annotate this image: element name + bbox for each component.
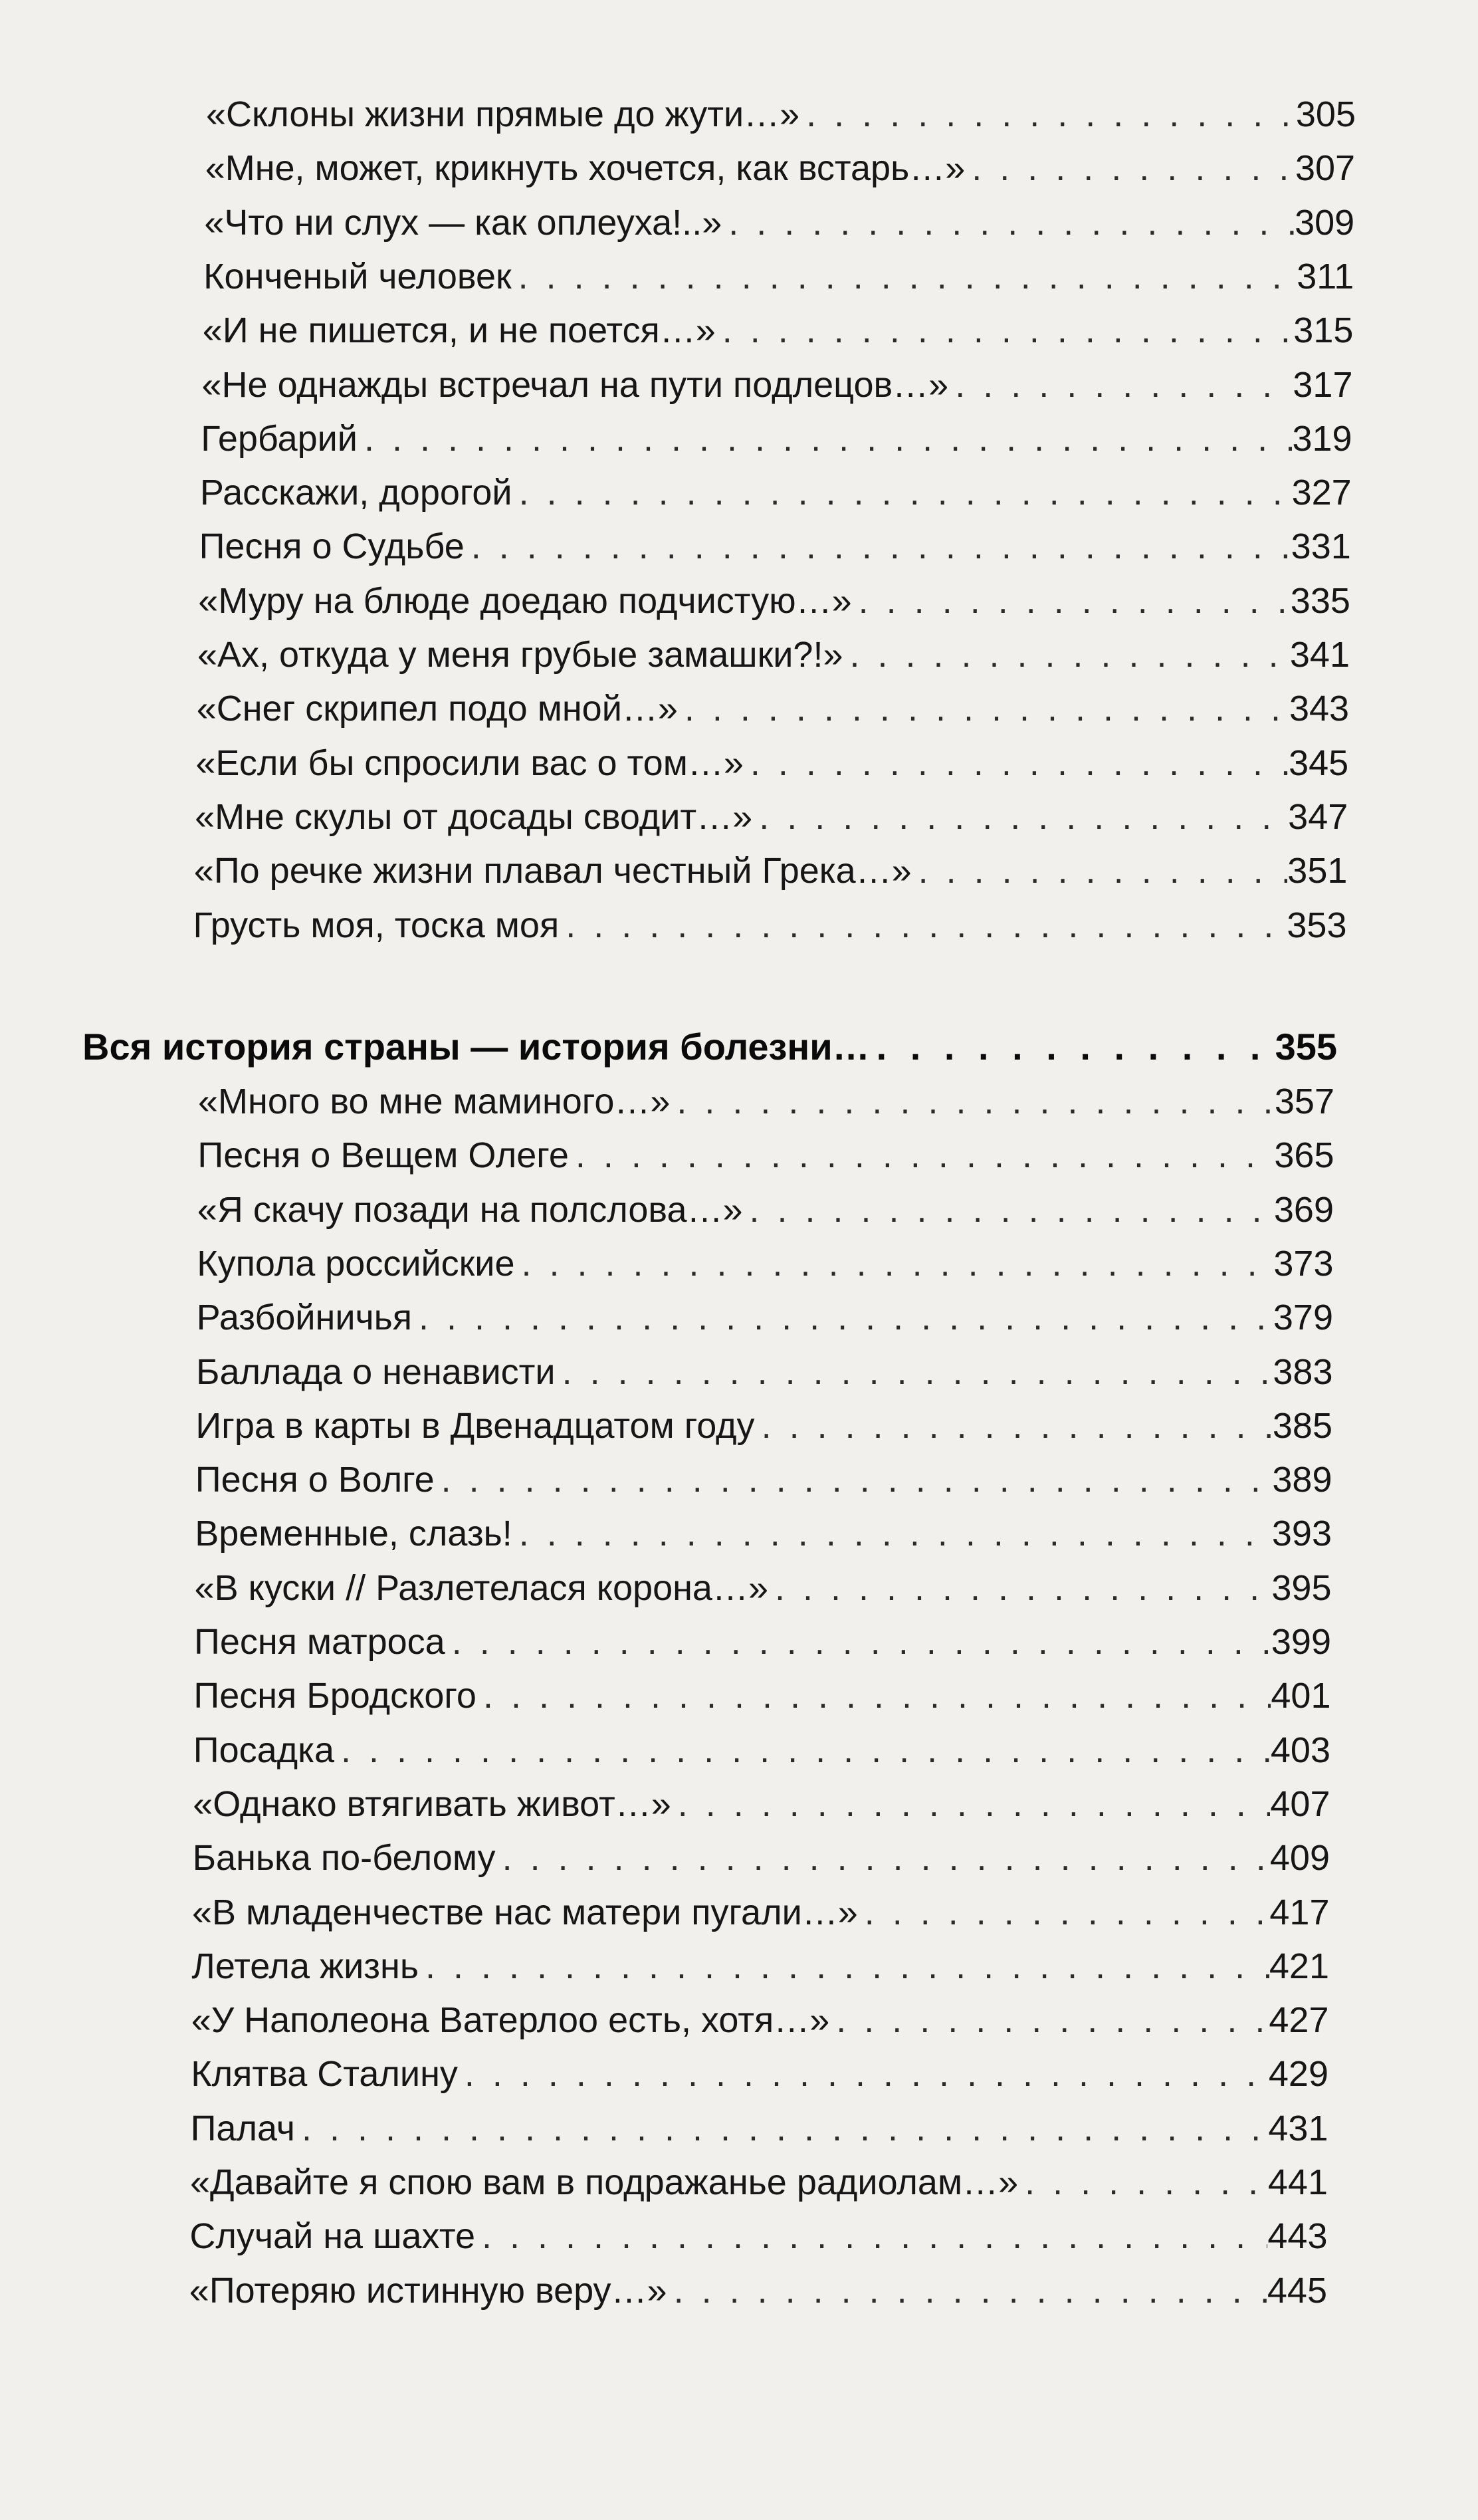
toc-entry-page-number: 421	[1269, 1946, 1329, 1986]
toc-entry	[192, 1886, 1330, 1939]
dot-leader	[512, 466, 1292, 519]
toc-entry-page-number: 383	[1273, 1351, 1333, 1392]
toc-entry-page-number: 443	[1267, 2216, 1328, 2257]
toc-entry	[197, 1183, 1334, 1236]
toc-entry-title: «И не пишется, и не поется…»	[202, 310, 716, 351]
toc-entry-page-number: 315	[1293, 310, 1354, 351]
toc-entry-page-number: 357	[1274, 1082, 1334, 1121]
toc-entry	[201, 412, 1352, 465]
toc-entry-title: Песня Бродского	[193, 1676, 476, 1716]
toc-entry-page-number: 403	[1270, 1730, 1330, 1770]
toc-entry-page-number: 307	[1295, 148, 1356, 189]
toc-entry	[196, 1345, 1333, 1399]
toc-entry-page-number: 441	[1267, 2162, 1328, 2202]
toc-entry-page-number: 395	[1271, 1567, 1332, 1608]
dot-leader	[569, 1129, 1275, 1182]
toc-entry	[197, 1129, 1334, 1182]
toc-entry	[195, 1399, 1332, 1452]
toc-entry-page-number: 331	[1291, 526, 1351, 567]
dot-leader	[556, 1345, 1273, 1399]
toc-entry-title: «Я скачу позади на полслова…»	[197, 1189, 743, 1230]
toc-entry-title: «Что ни слух — как оплеуха!..»	[204, 202, 722, 243]
toc-entry-page-number: 327	[1291, 473, 1352, 513]
toc-entry	[189, 2210, 1327, 2263]
toc-entry-page-number: 341	[1289, 635, 1350, 675]
dot-leader	[667, 2264, 1267, 2317]
toc-entry-title: «У Наполеона Ватерлоо есть, хотя…»	[191, 2000, 830, 2041]
dot-leader	[744, 737, 1289, 790]
toc-entry-page-number: 409	[1269, 1838, 1330, 1879]
toc-entry-page-number: 389	[1272, 1460, 1332, 1500]
toc-entry-title: Разбойничья	[196, 1298, 413, 1338]
toc-entry-title: «Если бы спросили вас о том…»	[195, 743, 744, 783]
toc-entry-page-number: 355	[1275, 1026, 1337, 1068]
toc-entry	[197, 682, 1349, 735]
toc-entry-page-number: 347	[1288, 796, 1348, 837]
toc-entry	[204, 196, 1354, 249]
dot-leader	[755, 1399, 1273, 1452]
toc-entry-title: Гербарий	[201, 418, 358, 459]
toc-entry	[203, 304, 1354, 357]
toc-entry	[190, 2156, 1328, 2209]
toc-entry	[195, 737, 1348, 790]
dot-leader	[358, 412, 1293, 465]
toc-entry	[193, 899, 1347, 952]
toc-entry-title: «Снег скрипел подо мной…»	[196, 689, 678, 729]
toc-entry-title: Временные, слазь!	[195, 1514, 512, 1554]
dot-leader	[843, 628, 1289, 681]
toc-entry	[191, 1994, 1329, 2047]
toc-entry-title: Грусть моя, тоска моя	[193, 905, 560, 945]
toc-entry-page-number: 343	[1289, 689, 1350, 729]
toc-entry	[195, 1453, 1332, 1506]
dot-leader	[752, 790, 1288, 844]
toc-entry	[197, 1237, 1333, 1290]
toc-entry-page-number: 353	[1287, 905, 1347, 945]
dot-leader	[716, 304, 1294, 357]
toc-entry-title: «Склоны жизни прямые до жути…»	[206, 94, 800, 134]
toc-entry	[193, 1669, 1330, 1722]
toc-entry-title: «Много во мне маминого…»	[198, 1082, 671, 1121]
dot-leader	[678, 682, 1289, 735]
dot-leader	[743, 1183, 1274, 1236]
toc-entry	[195, 1507, 1332, 1560]
dot-leader	[435, 1453, 1273, 1506]
toc-entry-page-number: 407	[1270, 1783, 1330, 1824]
toc-entry-page-number: 305	[1295, 94, 1356, 134]
toc-entry	[193, 1777, 1330, 1831]
toc-entry-title: Песня матроса	[194, 1622, 445, 1662]
toc-entry-title: «В куски // Разлетелася корона…»	[194, 1567, 768, 1608]
toc-entry-title: Палач	[190, 2108, 295, 2148]
toc-entry-page-number: 429	[1268, 2054, 1328, 2095]
dot-leader	[768, 1561, 1271, 1615]
toc-entry-page-number: 309	[1295, 202, 1355, 243]
dot-leader	[419, 1940, 1269, 1993]
dot-leader	[465, 520, 1291, 573]
toc-entry-page-number: 445	[1267, 2270, 1327, 2311]
toc-entry-title: «Ах, откуда у меня грубые замашки?!»	[197, 635, 843, 675]
toc-entry	[200, 466, 1352, 519]
toc-entry	[191, 2047, 1328, 2101]
dot-leader	[445, 1615, 1271, 1668]
toc-entry-title: Песня о Судьбе	[199, 526, 465, 567]
toc-entry	[205, 142, 1355, 195]
toc-entry-title: «Не однажды встречал на пути подлецов…»	[201, 364, 949, 405]
dot-leader	[912, 844, 1288, 897]
dot-leader	[559, 899, 1287, 952]
dot-leader	[829, 1994, 1269, 2047]
toc-entry	[193, 1724, 1330, 1777]
toc-entry	[197, 1291, 1333, 1344]
toc-entry-title: Вся история страны — история болезни…	[82, 1026, 870, 1068]
toc-entry	[197, 628, 1350, 681]
toc-entry-page-number: 335	[1290, 580, 1350, 621]
toc-entry-title: Купола российские	[197, 1243, 515, 1284]
toc-entry-page-number: 401	[1271, 1676, 1331, 1716]
toc-entry-title: «Мне, может, крикнуть хочется, как встарь…»	[205, 148, 966, 189]
dot-leader	[476, 1669, 1271, 1722]
dot-leader	[334, 1724, 1271, 1777]
dot-leader	[948, 358, 1293, 411]
dot-leader	[722, 196, 1295, 249]
toc-entry	[203, 250, 1354, 303]
toc-entry-page-number: 399	[1271, 1622, 1331, 1662]
toc-entry-title: Клятва Сталину	[191, 2054, 458, 2095]
toc-entry	[195, 790, 1348, 844]
toc-entry	[194, 844, 1348, 897]
toc-entry-title: Конченый человек	[203, 256, 512, 296]
toc-entry-title: Посадка	[193, 1730, 335, 1770]
toc-entry-title: «Однако втягивать живот…»	[193, 1783, 671, 1824]
toc-entry-title: Летела жизнь	[191, 1946, 419, 1986]
toc-section-heading	[82, 1020, 1337, 1074]
dot-leader	[515, 1237, 1274, 1290]
toc-entry-title: Игра в карты в Двенадцатом году	[195, 1405, 755, 1446]
dot-leader	[670, 1075, 1275, 1128]
toc-entry	[195, 1561, 1332, 1615]
toc-entry-title: Случай на шахте	[189, 2216, 475, 2257]
toc-entry-title: Баллада о ненависти	[196, 1351, 556, 1392]
dot-leader	[671, 1777, 1271, 1831]
toc-entry	[194, 1615, 1331, 1668]
toc-entry-page-number: 317	[1293, 364, 1353, 405]
toc-entry-title: Песня о Вещем Олеге	[197, 1135, 569, 1176]
toc-entry-page-number: 385	[1272, 1405, 1332, 1446]
toc-entry-page-number: 311	[1297, 256, 1354, 296]
toc-entry-title: «Потеряю истинную веру…»	[189, 2270, 667, 2311]
toc-entry-title: Расскажи, дорогой	[199, 473, 512, 513]
dot-leader	[965, 142, 1295, 195]
toc-entry	[206, 88, 1356, 141]
dot-leader	[458, 2047, 1269, 2101]
dot-leader	[412, 1291, 1273, 1344]
toc-entry	[202, 358, 1353, 411]
toc-entry-title: «Давайте я спою вам в подражанье радиолам…»	[190, 2162, 1019, 2202]
toc-entry-title: «Мне скулы от досады сводит…»	[195, 796, 753, 837]
toc-entry-page-number: 417	[1269, 1892, 1330, 1932]
toc-entry-title: Песня о Волге	[195, 1460, 435, 1500]
toc-entry	[199, 520, 1351, 573]
toc-entry-page-number: 379	[1273, 1298, 1333, 1338]
dot-leader	[512, 1507, 1272, 1560]
dot-leader	[512, 250, 1297, 303]
dot-leader	[870, 1020, 1275, 1074]
dot-leader	[799, 88, 1296, 141]
dot-leader	[475, 2210, 1267, 2263]
toc-entry-title: Банька по-белому	[192, 1838, 496, 1879]
toc-entry	[198, 574, 1350, 628]
dot-leader	[496, 1831, 1270, 1885]
dot-leader	[295, 2102, 1268, 2155]
toc-entry-title: «В младенчестве нас матери пугали…»	[192, 1892, 858, 1932]
dot-leader	[858, 1886, 1270, 1939]
toc-entry-page-number: 351	[1287, 851, 1348, 891]
toc-entry-page-number: 373	[1273, 1243, 1334, 1284]
toc-entry	[193, 1831, 1330, 1885]
dot-leader	[852, 574, 1291, 628]
toc-entry	[189, 2264, 1327, 2317]
toc-entry-title: «Муру на блюде доедаю подчистую…»	[198, 580, 852, 621]
toc-entry	[191, 2102, 1328, 2155]
toc-entry	[198, 1075, 1334, 1128]
toc-entry-page-number: 319	[1292, 418, 1352, 459]
toc-entry-page-number: 365	[1274, 1135, 1334, 1176]
toc-entry	[191, 1940, 1329, 1993]
toc-entry-page-number: 431	[1268, 2108, 1328, 2148]
toc-entry-page-number: 369	[1273, 1189, 1334, 1230]
toc-entry-page-number: 427	[1269, 2000, 1329, 2041]
toc-entry-title: «По речке жизни плавал честный Грека…»	[193, 851, 912, 891]
toc-entry-page-number: 345	[1289, 743, 1349, 783]
toc-entry-page-number: 393	[1271, 1514, 1332, 1554]
dot-leader	[1018, 2156, 1268, 2209]
